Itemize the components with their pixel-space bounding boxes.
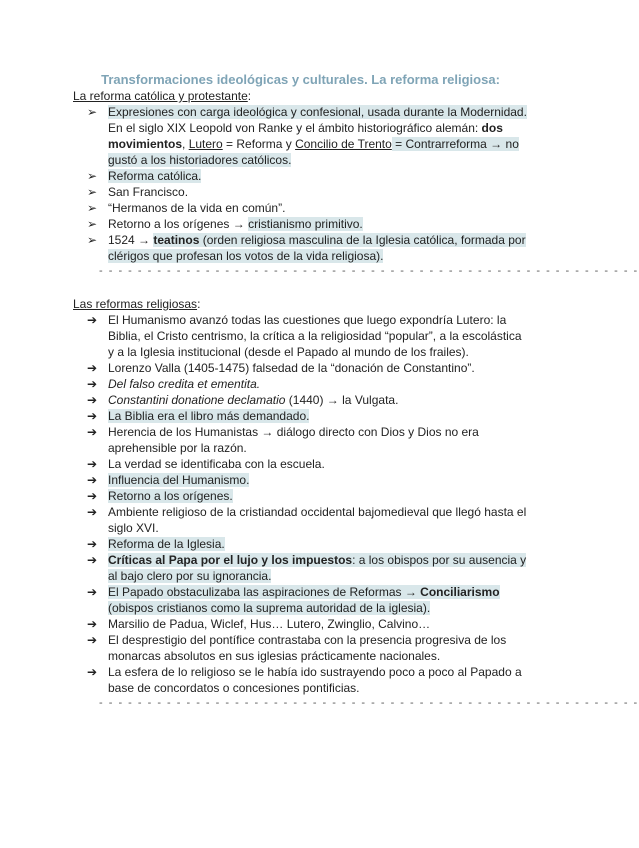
list-item-text: La esfera de lo religioso se le había ido sustrayendo poco a poco al Papado a base de concordatos o concesiones pontificias. xyxy=(108,665,522,695)
document-page xyxy=(73,71,639,710)
list-item-text: La Biblia era el libro más demandado. xyxy=(108,409,310,423)
list-item-text: (orden religiosa masculina de la Iglesia católica, formada por clérigos que profesan los votos de la vida religiosa). xyxy=(108,233,526,263)
list-item xyxy=(73,584,528,616)
list-item xyxy=(73,392,528,408)
list-item-text: Críticas al Papa por el lujo y los impuestos xyxy=(108,553,353,567)
list-item-text: La verdad se identificaba con la escuela. xyxy=(108,457,325,471)
list-item-text: Concilio de Trento xyxy=(295,137,392,151)
list-item-text: Reforma católica. xyxy=(108,169,202,183)
section-heading-text: La reforma católica y protestante xyxy=(73,89,248,103)
arrowhead-bullet-icon: ➢ xyxy=(86,105,98,119)
arrow-bullet-icon: ➔ xyxy=(86,393,98,407)
list-item-text: “Hermanos de la vida en común”. xyxy=(108,201,286,215)
arrow-bullet-icon: ➔ xyxy=(86,665,98,679)
list-item xyxy=(73,504,528,536)
list-item xyxy=(73,456,528,472)
arrowhead-bullet-icon: ➢ xyxy=(86,185,98,199)
list-item-text: En el siglo XIX Leopold von Ranke y el ámbito historiográfico alemán: xyxy=(108,121,482,135)
section-divider: - - - - - - - - - - - - - - - - - - - - - - - - - - - - - - - - - - - - - - - - - - - - - - - - - - - - - - - - xyxy=(99,697,639,709)
arrow-bullet-icon: ➔ xyxy=(86,505,98,519)
arrow-bullet-icon: ➔ xyxy=(86,553,98,567)
list-item-text: Marsilio de Padua, Wiclef, Hus… Lutero, Zwinglio, Calvino… xyxy=(108,617,431,631)
arrow-bullet-icon: ➔ xyxy=(86,361,98,375)
arrow-bullet-icon: ➔ xyxy=(86,425,98,439)
list-item xyxy=(73,616,528,632)
list-item xyxy=(73,312,528,360)
arrow-bullet-icon: ➔ xyxy=(86,409,98,423)
list-item xyxy=(73,184,528,200)
list-item-text: Influencia del Humanismo. xyxy=(108,473,250,487)
list-item xyxy=(73,632,528,664)
list-item xyxy=(73,360,528,376)
list-item-text: El Humanismo avanzó todas las cuestiones que luego expondría Lutero: la Biblia, el Cristo centrismo, la crítica a la religiosidad “popular”, a la escolástica y a la Iglesia institucional (desde el Papado al mundo de los frailes). xyxy=(108,313,522,359)
list-item-text: Constantini donatione declamatio xyxy=(108,393,286,407)
list-item xyxy=(73,216,528,232)
list-item xyxy=(73,200,528,216)
list-item-text: Conciliarismo xyxy=(420,585,500,599)
list-item-text: El desprestigio del pontífice contrastaba con la presencia progresiva de los monarcas absolutos en sus iglesias prácticamente nacionales. xyxy=(108,633,507,663)
list-item-text: Lutero xyxy=(188,137,223,151)
arrow-bullet-icon: ➔ xyxy=(86,537,98,551)
list-item xyxy=(73,232,528,264)
document-title: Transformaciones ideológicas y culturales. La reforma religiosa: xyxy=(101,72,500,87)
list-item-text: (1440) → la Vulgata. xyxy=(285,393,399,407)
list-item xyxy=(73,472,528,488)
arrowhead-bullet-icon: ➢ xyxy=(86,169,98,183)
list-item-text: Expresiones con carga ideológica y confesional, usada durante la Modernidad. xyxy=(108,105,527,119)
list-item-text: Herencia de los Humanistas → diálogo directo con Dios y Dios no era aprehensible por la razón. xyxy=(108,425,479,455)
arrowhead-bullet-icon: ➢ xyxy=(86,217,98,231)
arrow-bullet-icon: ➔ xyxy=(86,377,98,391)
section-heading-colon: : xyxy=(197,297,201,311)
arrow-bullet-icon: ➔ xyxy=(86,489,98,503)
list-item-text: 1524 → xyxy=(108,233,154,247)
list-item-text: teatinos xyxy=(153,233,200,247)
list-item-text: Ambiente religioso de la cristiandad occidental bajomedieval que llegó hasta el siglo XVI. xyxy=(108,505,527,535)
arrow-bullet-icon: ➔ xyxy=(86,313,98,327)
list-item-text: Del falso credita et ementita. xyxy=(108,377,261,391)
list-item xyxy=(73,552,528,584)
arrowhead-bullet-icon: ➢ xyxy=(86,201,98,215)
section-gap xyxy=(73,278,528,296)
arrow-bullet-icon: ➔ xyxy=(86,585,98,599)
list-item xyxy=(73,424,528,456)
list-item xyxy=(73,376,528,392)
arrow-bullet-icon: ➔ xyxy=(86,473,98,487)
list-item xyxy=(73,168,528,184)
list-item-text: El Papado obstaculizaba las aspiraciones de Reformas → xyxy=(108,585,421,599)
list-item xyxy=(73,104,528,168)
section-divider: - - - - - - - - - - - - - - - - - - - - - - - - - - - - - - - - - - - - - - - - - - - - - - - - - - - - - - - - xyxy=(99,265,639,277)
arrowhead-bullet-icon: ➢ xyxy=(86,233,98,247)
list-item xyxy=(73,536,528,552)
arrow-bullet-icon: ➔ xyxy=(86,457,98,471)
list-item-text: Reforma de la Iglesia. xyxy=(108,537,225,551)
section-heading-reformas-religiosas xyxy=(73,296,528,312)
list-item xyxy=(73,408,528,424)
list-item-text: Retorno a los orígenes → xyxy=(108,217,249,231)
arrow-bullet-icon: ➔ xyxy=(86,633,98,647)
list-item xyxy=(73,664,528,696)
list-item-text: = Contrarreforma → no gustó a los historiadores católicos. xyxy=(108,137,519,167)
list-item-text: Retorno a los orígenes. xyxy=(108,489,233,503)
reformas-religiosas-list xyxy=(73,312,528,696)
list-item-text: Lorenzo Valla (1405-1475) falsedad de la “donación de Constantino”. xyxy=(108,361,475,375)
list-item-text: = Reforma y xyxy=(222,137,296,151)
list-item-text: dos movimientos xyxy=(108,121,503,151)
arrow-bullet-icon: ➔ xyxy=(86,617,98,631)
section-heading-colon: : xyxy=(247,89,252,103)
list-item-text: , xyxy=(182,137,189,151)
list-item xyxy=(73,488,528,504)
list-item-text: San Francisco. xyxy=(108,185,189,199)
list-item-text: (obispos cristianos como la suprema autoridad de la iglesia). xyxy=(108,601,431,615)
section-heading-reforma-catolica xyxy=(73,88,528,104)
list-item-text: : a los obispos por su ausencia y al bajo clero por su ignorancia. xyxy=(108,553,527,583)
section-heading-text: Las reformas religiosas xyxy=(73,297,198,311)
reforma-catolica-list xyxy=(73,104,528,264)
list-item-text: cristianismo primitivo. xyxy=(248,217,363,231)
